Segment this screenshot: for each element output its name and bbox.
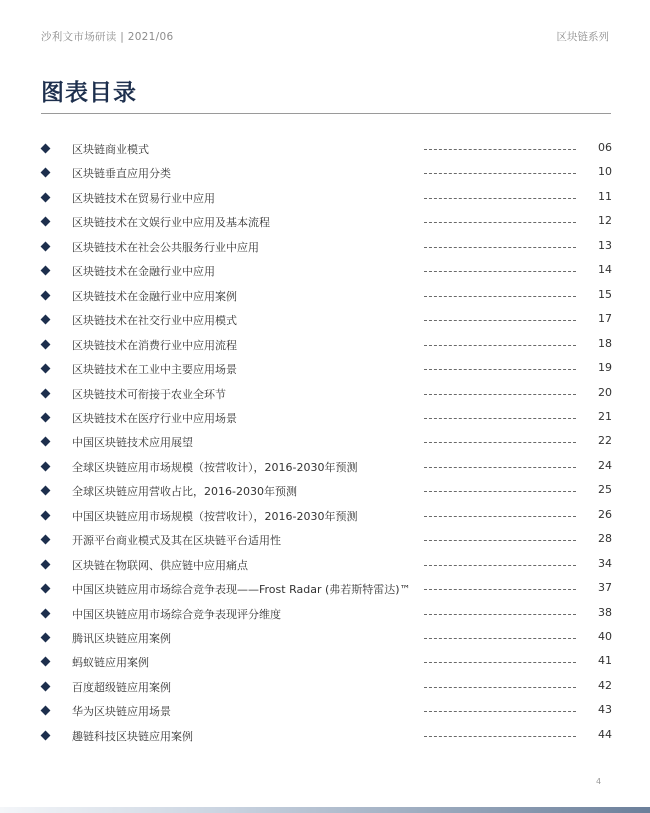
toc-dotted-leader [424, 296, 576, 297]
toc-entry-page: 25 [598, 483, 612, 497]
toc-dotted-leader [424, 442, 576, 443]
toc-entry-page: 42 [598, 678, 612, 692]
toc-entry[interactable] [0, 555, 650, 580]
footer-band [0, 807, 650, 813]
toc-entry-page: 18 [598, 336, 612, 350]
toc-entry[interactable] [0, 261, 650, 286]
diamond-bullet-icon [41, 559, 51, 569]
toc-entry[interactable] [0, 628, 650, 653]
toc-entry-title: 开源平台商业模式及其在区块链平台适用性 [72, 534, 281, 548]
diamond-bullet-icon [41, 608, 51, 618]
toc-entry-title: 区块链技术在文娱行业中应用及基本流程 [72, 216, 270, 230]
toc-entry[interactable] [0, 506, 650, 531]
toc-dotted-leader [424, 516, 576, 517]
toc-entry[interactable] [0, 677, 650, 702]
toc-entry-page: 11 [598, 189, 612, 203]
toc-dotted-leader [424, 173, 576, 174]
toc-entry[interactable] [0, 163, 650, 188]
toc-entry-title: 蚂蚁链应用案例 [72, 656, 149, 670]
toc-entry-page: 13 [598, 238, 612, 252]
toc-entry[interactable] [0, 384, 650, 409]
toc-entry[interactable] [0, 604, 650, 629]
toc-entry-page: 24 [598, 458, 612, 472]
toc-entry-page: 37 [598, 581, 612, 595]
toc-entry-title: 全球区块链应用市场规模（按营收计），2016-2030年预测 [72, 460, 358, 474]
toc-entry-page: 19 [598, 361, 612, 375]
toc-entry-page: 15 [598, 287, 612, 301]
toc-entry-page: 26 [598, 507, 612, 521]
toc-entry-page: 12 [598, 214, 612, 228]
toc-entry-page: 21 [598, 409, 612, 423]
toc-entry-title: 区块链技术在金融行业中应用 [72, 265, 215, 279]
toc-entry-title: 区块链技术在贸易行业中应用 [72, 191, 215, 205]
toc-entry-title: 区块链在物联网、供应链中应用痛点 [72, 558, 248, 572]
diamond-bullet-icon [41, 730, 51, 740]
toc-entry-page: 44 [598, 727, 612, 741]
diamond-bullet-icon [41, 706, 51, 716]
toc-entry-page: 10 [598, 165, 612, 179]
diamond-bullet-icon [41, 633, 51, 643]
toc-entry[interactable] [0, 335, 650, 360]
toc-entry-page: 17 [598, 312, 612, 326]
diamond-bullet-icon [41, 339, 51, 349]
toc-dotted-leader [424, 540, 576, 541]
toc-entry[interactable] [0, 701, 650, 726]
toc-entry[interactable] [0, 726, 650, 751]
toc-dotted-leader [424, 345, 576, 346]
toc-entry-title: 腾讯区块链应用案例 [72, 632, 171, 645]
toc-dotted-leader [424, 711, 576, 712]
toc-dotted-leader [424, 662, 576, 663]
toc-entry-title: 区块链商业模式 [72, 143, 149, 156]
toc-entry[interactable] [0, 310, 650, 335]
diamond-bullet-icon [41, 657, 51, 667]
toc-entry-page: 40 [598, 630, 612, 643]
toc-entry-title: 百度超级链应用案例 [72, 680, 171, 694]
toc-entry-title: 区块链技术可衔接于农业全环节 [72, 387, 226, 401]
diamond-bullet-icon [41, 388, 51, 398]
toc-entry[interactable] [0, 457, 650, 482]
diamond-bullet-icon [41, 315, 51, 325]
toc-entry-title: 趣链科技区块链应用案例 [72, 729, 193, 743]
toc-entry[interactable] [0, 139, 650, 164]
toc-entry-page: 28 [598, 532, 612, 546]
toc-entry-title: 区块链技术在社交行业中应用模式 [72, 314, 237, 328]
toc-entry-title: 区块链垂直应用分类 [72, 167, 171, 181]
toc-entry[interactable] [0, 237, 650, 262]
toc-dotted-leader [424, 638, 576, 639]
toc-entry-page: 38 [598, 605, 612, 619]
diamond-bullet-icon [41, 144, 51, 154]
diamond-bullet-icon [41, 486, 51, 496]
page-number: 4 [596, 777, 602, 786]
diamond-bullet-icon [41, 535, 51, 545]
toc-dotted-leader [424, 320, 576, 321]
toc-dotted-leader [424, 394, 576, 395]
toc-entry-page: 06 [598, 141, 612, 154]
toc-dotted-leader [424, 467, 576, 468]
toc-entry-title: 区块链技术在医疗行业中应用场景 [72, 411, 237, 425]
diamond-bullet-icon [41, 290, 51, 300]
toc-entry-title: 华为区块链应用场景 [72, 705, 171, 719]
toc-entry[interactable] [0, 359, 650, 384]
toc-dotted-leader [424, 198, 576, 199]
toc-entry-title: 区块链技术在工业中主要应用场景 [72, 363, 237, 377]
toc-entry-title: 中国区块链应用市场规模（按营收计），2016-2030年预测 [72, 509, 358, 523]
toc-dotted-leader [424, 565, 576, 566]
toc-entry-title: 中国区块链应用市场综合竞争表现评分维度 [72, 607, 281, 621]
diamond-bullet-icon [41, 266, 51, 276]
toc-entry[interactable] [0, 212, 650, 237]
toc-entry-page: 22 [598, 434, 612, 448]
toc-entry-page: 34 [598, 556, 612, 570]
toc-entry[interactable] [0, 652, 650, 677]
title-divider [41, 113, 611, 114]
toc-entry-page: 41 [598, 654, 612, 668]
diamond-bullet-icon [41, 168, 51, 178]
diamond-bullet-icon [41, 584, 51, 594]
toc-entry-title: 中国区块链应用市场综合竞争表现——Frost Radar (弗若斯特雷达)™ [72, 583, 411, 597]
toc-entry-page: 43 [598, 703, 612, 717]
toc-entry-title: 中国区块链技术应用展望 [72, 436, 193, 450]
diamond-bullet-icon [41, 461, 51, 471]
toc-entry[interactable] [0, 408, 650, 433]
toc-entry[interactable] [0, 579, 650, 604]
toc-entry[interactable] [0, 432, 650, 457]
toc-entry[interactable] [0, 188, 650, 213]
toc-dotted-leader [424, 369, 576, 370]
diamond-bullet-icon [41, 437, 51, 447]
toc-entry[interactable] [0, 530, 650, 555]
diamond-bullet-icon [41, 241, 51, 251]
diamond-bullet-icon [41, 192, 51, 202]
toc-entry-page: 14 [598, 263, 612, 277]
toc-dotted-leader [424, 149, 576, 150]
toc-dotted-leader [424, 736, 576, 737]
diamond-bullet-icon [41, 510, 51, 520]
toc-entry-page: 20 [598, 385, 612, 399]
page-title: 图表目录 [41, 80, 137, 106]
diamond-bullet-icon [41, 681, 51, 691]
toc-dotted-leader [424, 687, 576, 688]
toc-entry-title: 区块链技术在消费行业中应用流程 [72, 338, 237, 352]
diamond-bullet-icon [41, 412, 51, 422]
toc-entry[interactable] [0, 481, 650, 506]
toc-dotted-leader [424, 247, 576, 248]
toc-entry-title: 全球区块链应用营收占比，2016-2030年预测 [72, 485, 297, 499]
toc-dotted-leader [424, 491, 576, 492]
toc-dotted-leader [424, 614, 576, 615]
toc-entry-title: 区块链技术在社会公共服务行业中应用 [72, 240, 259, 254]
toc-entry-title: 区块链技术在金融行业中应用案例 [72, 289, 237, 303]
header-report-info: 沙利文市场研读 | 2021/06 [41, 31, 174, 43]
toc-dotted-leader [424, 222, 576, 223]
diamond-bullet-icon [41, 217, 51, 227]
diamond-bullet-icon [41, 364, 51, 374]
toc-dotted-leader [424, 271, 576, 272]
toc-dotted-leader [424, 418, 576, 419]
toc-entry[interactable] [0, 286, 650, 311]
toc-dotted-leader [424, 589, 576, 590]
header-series-name: 区块链系列 [556, 31, 609, 43]
